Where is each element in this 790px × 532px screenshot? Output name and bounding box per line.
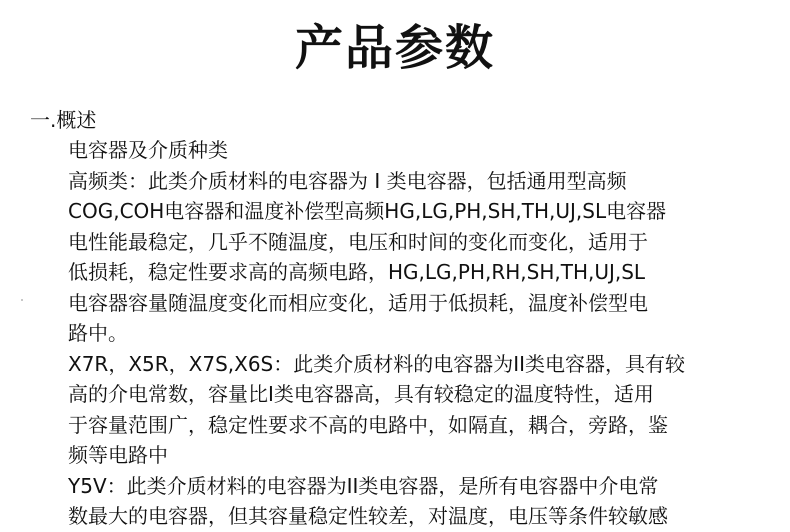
text-line: 于容量范围广，稳定性要求不高的电路中，如隔直，耦合，旁路，鉴 [68,412,668,437]
text-line: Y5V：此类介质材料的电容器为II类电容器，是所有电容器中介电常 [68,473,659,498]
decorative-dot [21,299,23,301]
page-title: 产品参数 [294,20,495,76]
text-line: 电容器及介质种类 [68,138,228,162]
text-line: 频等电路中 [68,443,168,467]
overview-content [68,135,778,532]
text-line: 数最大的电容器，但其容量稳定性较差，对温度，电压等条件较敏感 [68,504,668,528]
text-line: 高频类：此类介质材料的电容器为 I 类电容器，包括通用型高频 [68,168,627,193]
text-line: X7R，X5R，X7S,X6S：此类介质材料的电容器为II类电容器，具有较 [68,351,686,376]
text-line: 高的介电常数，容量比I类电容器高，具有较稳定的温度特性，适用 [68,382,654,406]
section-heading-overview: 一.概述 [30,108,97,132]
text-line: 电容器容量随温度变化而相应变化，适用于低损耗，温度补偿型电 [68,290,648,315]
text-line: 电性能最稳定，几乎不随温度，电压和时间的变化而变化，适用于 [68,229,648,254]
text-line: COG,COH电容器和温度补偿型高频HG,LG,PH,SH,TH,UJ,SL电容器 [68,199,667,223]
text-line: 路中。 [68,321,128,345]
text-line: 低损耗，稳定性要求高的高频电路，HG,LG,PH,RH,SH,TH,UJ,SL [68,260,646,284]
